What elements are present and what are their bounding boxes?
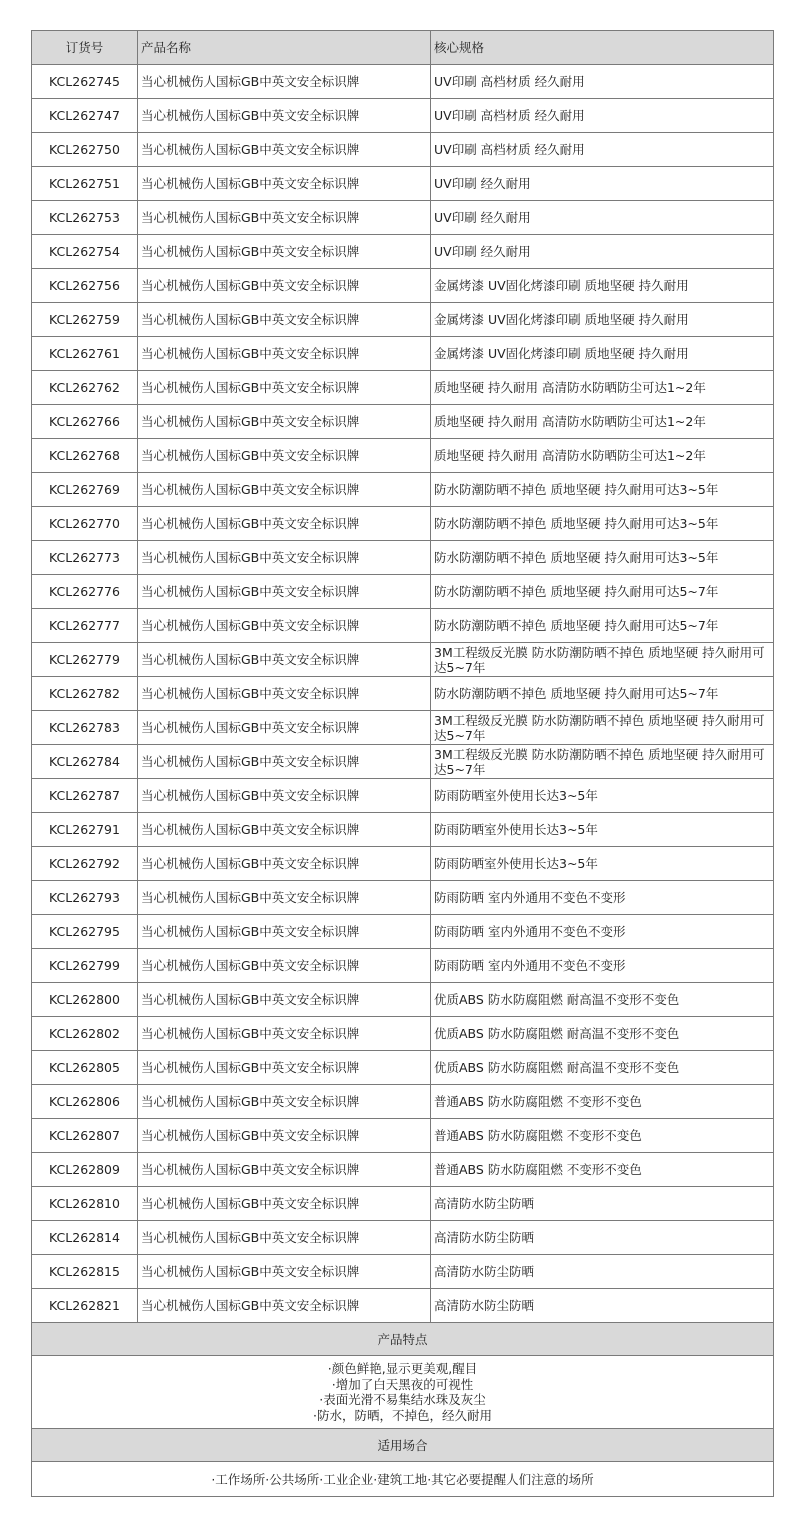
scenes-title: 适用场合	[32, 1429, 774, 1462]
spec-cell: 防水防潮防晒不掉色 质地坚硬 持久耐用可达5~7年	[431, 609, 774, 643]
table-row	[32, 1255, 774, 1289]
spec-cell: 3M工程级反光膜 防水防潮防晒不掉色 质地坚硬 持久耐用可达5~7年	[431, 711, 774, 745]
table-row	[32, 1051, 774, 1085]
header-name: 产品名称	[138, 31, 431, 65]
product-name-cell: 当心机械伤人国标GB中英文安全标识牌	[138, 1051, 431, 1085]
table-row	[32, 133, 774, 167]
table-row	[32, 813, 774, 847]
table-row	[32, 1289, 774, 1323]
spec-cell: UV印刷 经久耐用	[431, 201, 774, 235]
table-row	[32, 473, 774, 507]
table-body	[32, 65, 774, 1323]
spec-cell: 高清防水防尘防晒	[431, 1221, 774, 1255]
spec-cell: 优质ABS 防水防腐阻燃 耐高温不变形不变色	[431, 1051, 774, 1085]
table-row	[32, 609, 774, 643]
product-name-cell: 当心机械伤人国标GB中英文安全标识牌	[138, 881, 431, 915]
product-name-cell: 当心机械伤人国标GB中英文安全标识牌	[138, 1153, 431, 1187]
order-code-cell: KCL262805	[32, 1051, 138, 1085]
spec-cell: 防雨防晒室外使用长达3~5年	[431, 813, 774, 847]
product-name-cell: 当心机械伤人国标GB中英文安全标识牌	[138, 99, 431, 133]
order-code-cell: KCL262769	[32, 473, 138, 507]
product-name-cell: 当心机械伤人国标GB中英文安全标识牌	[138, 1017, 431, 1051]
header-spec: 核心规格	[431, 31, 774, 65]
product-name-cell: 当心机械伤人国标GB中英文安全标识牌	[138, 133, 431, 167]
order-code-cell: KCL262806	[32, 1085, 138, 1119]
product-name-cell: 当心机械伤人国标GB中英文安全标识牌	[138, 439, 431, 473]
feature-item: ·颜色鲜艳,显示更美观,醒目	[327, 1361, 478, 1376]
spec-cell: 金属烤漆 UV固化烤漆印刷 质地坚硬 持久耐用	[431, 303, 774, 337]
spec-cell: UV印刷 经久耐用	[431, 235, 774, 269]
spec-cell: 金属烤漆 UV固化烤漆印刷 质地坚硬 持久耐用	[431, 269, 774, 303]
table-row	[32, 881, 774, 915]
spec-cell: 质地坚硬 持久耐用 高清防水防晒防尘可达1~2年	[431, 371, 774, 405]
product-name-cell: 当心机械伤人国标GB中英文安全标识牌	[138, 541, 431, 575]
spec-cell: 普通ABS 防水防腐阻燃 不变形不变色	[431, 1119, 774, 1153]
spec-cell: 高清防水防尘防晒	[431, 1255, 774, 1289]
product-name-cell: 当心机械伤人国标GB中英文安全标识牌	[138, 1255, 431, 1289]
features-title: 产品特点	[32, 1323, 774, 1356]
header-code: 订货号	[32, 31, 138, 65]
spec-cell: 防水防潮防晒不掉色 质地坚硬 持久耐用可达3~5年	[431, 507, 774, 541]
scenes-header-row	[32, 1429, 774, 1462]
table-row	[32, 711, 774, 745]
spec-cell: UV印刷 高档材质 经久耐用	[431, 133, 774, 167]
spec-cell: UV印刷 高档材质 经久耐用	[431, 99, 774, 133]
order-code-cell: KCL262756	[32, 269, 138, 303]
product-name-cell: 当心机械伤人国标GB中英文安全标识牌	[138, 167, 431, 201]
order-code-cell: KCL262807	[32, 1119, 138, 1153]
order-code-cell: KCL262784	[32, 745, 138, 779]
product-name-cell: 当心机械伤人国标GB中英文安全标识牌	[138, 983, 431, 1017]
spec-cell: 普通ABS 防水防腐阻燃 不变形不变色	[431, 1085, 774, 1119]
product-name-cell: 当心机械伤人国标GB中英文安全标识牌	[138, 745, 431, 779]
product-name-cell: 当心机械伤人国标GB中英文安全标识牌	[138, 677, 431, 711]
scenes-text: ·工作场所·公共场所·工业企业·建筑工地·其它必要提醒人们注意的场所	[32, 1462, 774, 1497]
table-row	[32, 65, 774, 99]
table-header-row	[32, 31, 774, 65]
feature-item: ·增加了白天黑夜的可视性	[331, 1376, 474, 1392]
spec-cell: 普通ABS 防水防腐阻燃 不变形不变色	[431, 1153, 774, 1187]
table-row	[32, 1153, 774, 1187]
product-name-cell: 当心机械伤人国标GB中英文安全标识牌	[138, 643, 431, 677]
order-code-cell: KCL262768	[32, 439, 138, 473]
product-name-cell: 当心机械伤人国标GB中英文安全标识牌	[138, 371, 431, 405]
spec-cell: 3M工程级反光膜 防水防潮防晒不掉色 质地坚硬 持久耐用可达5~7年	[431, 745, 774, 779]
product-name-cell: 当心机械伤人国标GB中英文安全标识牌	[138, 1221, 431, 1255]
table-row	[32, 575, 774, 609]
feature-item: ·防水，防晒，不掉色，经久耐用	[313, 1407, 492, 1423]
table-row	[32, 677, 774, 711]
product-name-cell: 当心机械伤人国标GB中英文安全标识牌	[138, 1289, 431, 1323]
order-code-cell: KCL262754	[32, 235, 138, 269]
table-row	[32, 643, 774, 677]
table-row	[32, 337, 774, 371]
table-row	[32, 915, 774, 949]
table-row	[32, 1085, 774, 1119]
spec-cell: 防雨防晒室外使用长达3~5年	[431, 847, 774, 881]
order-code-cell: KCL262777	[32, 609, 138, 643]
order-code-cell: KCL262799	[32, 949, 138, 983]
product-name-cell: 当心机械伤人国标GB中英文安全标识牌	[138, 949, 431, 983]
order-code-cell: KCL262753	[32, 201, 138, 235]
product-name-cell: 当心机械伤人国标GB中英文安全标识牌	[138, 405, 431, 439]
scenes-row	[32, 1462, 774, 1497]
table-row	[32, 779, 774, 813]
order-code-cell: KCL262773	[32, 541, 138, 575]
order-code-cell: KCL262802	[32, 1017, 138, 1051]
table-row	[32, 1221, 774, 1255]
feature-item: ·表面光滑不易集结水珠及灰尘	[319, 1392, 486, 1407]
table-row	[32, 371, 774, 405]
spec-cell: 防雨防晒室外使用长达3~5年	[431, 779, 774, 813]
order-code-cell: KCL262815	[32, 1255, 138, 1289]
spec-cell: 防雨防晒 室内外通用不变色不变形	[431, 949, 774, 983]
spec-cell: UV印刷 高档材质 经久耐用	[431, 65, 774, 99]
product-name-cell: 当心机械伤人国标GB中英文安全标识牌	[138, 1085, 431, 1119]
order-code-cell: KCL262751	[32, 167, 138, 201]
features-row	[32, 1356, 774, 1429]
product-name-cell: 当心机械伤人国标GB中英文安全标识牌	[138, 235, 431, 269]
table-row	[32, 745, 774, 779]
product-name-cell: 当心机械伤人国标GB中英文安全标识牌	[138, 711, 431, 745]
order-code-cell: KCL262809	[32, 1153, 138, 1187]
table-row	[32, 1187, 774, 1221]
table-row	[32, 303, 774, 337]
order-code-cell: KCL262762	[32, 371, 138, 405]
product-name-cell: 当心机械伤人国标GB中英文安全标识牌	[138, 609, 431, 643]
order-code-cell: KCL262761	[32, 337, 138, 371]
table-row	[32, 405, 774, 439]
order-code-cell: KCL262821	[32, 1289, 138, 1323]
features-header-row	[32, 1323, 774, 1356]
table-row	[32, 235, 774, 269]
product-name-cell: 当心机械伤人国标GB中英文安全标识牌	[138, 65, 431, 99]
spec-cell: 防水防潮防晒不掉色 质地坚硬 持久耐用可达5~7年	[431, 677, 774, 711]
order-code-cell: KCL262776	[32, 575, 138, 609]
table-row	[32, 99, 774, 133]
product-name-cell: 当心机械伤人国标GB中英文安全标识牌	[138, 337, 431, 371]
order-code-cell: KCL262747	[32, 99, 138, 133]
table-row	[32, 167, 774, 201]
table-row	[32, 269, 774, 303]
spec-cell: 高清防水防尘防晒	[431, 1289, 774, 1323]
product-name-cell: 当心机械伤人国标GB中英文安全标识牌	[138, 507, 431, 541]
table-row	[32, 439, 774, 473]
order-code-cell: KCL262759	[32, 303, 138, 337]
order-code-cell: KCL262745	[32, 65, 138, 99]
product-name-cell: 当心机械伤人国标GB中英文安全标识牌	[138, 847, 431, 881]
spec-cell: 优质ABS 防水防腐阻燃 耐高温不变形不变色	[431, 1017, 774, 1051]
order-code-cell: KCL262792	[32, 847, 138, 881]
table-row	[32, 541, 774, 575]
product-name-cell: 当心机械伤人国标GB中英文安全标识牌	[138, 779, 431, 813]
product-name-cell: 当心机械伤人国标GB中英文安全标识牌	[138, 813, 431, 847]
spec-cell: 防水防潮防晒不掉色 质地坚硬 持久耐用可达3~5年	[431, 541, 774, 575]
product-name-cell: 当心机械伤人国标GB中英文安全标识牌	[138, 1187, 431, 1221]
spec-cell: 金属烤漆 UV固化烤漆印刷 质地坚硬 持久耐用	[431, 337, 774, 371]
order-code-cell: KCL262783	[32, 711, 138, 745]
order-code-cell: KCL262766	[32, 405, 138, 439]
spec-cell: 防雨防晒 室内外通用不变色不变形	[431, 881, 774, 915]
features-list	[32, 1356, 774, 1429]
spec-cell: 质地坚硬 持久耐用 高清防水防晒防尘可达1~2年	[431, 439, 774, 473]
table-row	[32, 201, 774, 235]
table-row	[32, 949, 774, 983]
order-code-cell: KCL262770	[32, 507, 138, 541]
spec-cell: 防雨防晒 室内外通用不变色不变形	[431, 915, 774, 949]
spec-cell: UV印刷 经久耐用	[431, 167, 774, 201]
order-code-cell: KCL262750	[32, 133, 138, 167]
spec-cell: 质地坚硬 持久耐用 高清防水防晒防尘可达1~2年	[431, 405, 774, 439]
table-row	[32, 507, 774, 541]
table-row	[32, 983, 774, 1017]
product-name-cell: 当心机械伤人国标GB中英文安全标识牌	[138, 201, 431, 235]
spec-cell: 防水防潮防晒不掉色 质地坚硬 持久耐用可达3~5年	[431, 473, 774, 507]
order-code-cell: KCL262782	[32, 677, 138, 711]
spec-cell: 高清防水防尘防晒	[431, 1187, 774, 1221]
order-code-cell: KCL262795	[32, 915, 138, 949]
order-code-cell: KCL262810	[32, 1187, 138, 1221]
table-row	[32, 1017, 774, 1051]
order-code-cell: KCL262787	[32, 779, 138, 813]
order-code-cell: KCL262814	[32, 1221, 138, 1255]
product-name-cell: 当心机械伤人国标GB中英文安全标识牌	[138, 473, 431, 507]
product-spec-table	[31, 30, 774, 1497]
product-name-cell: 当心机械伤人国标GB中英文安全标识牌	[138, 1119, 431, 1153]
table-row	[32, 847, 774, 881]
order-code-cell: KCL262791	[32, 813, 138, 847]
spec-cell: 优质ABS 防水防腐阻燃 耐高温不变形不变色	[431, 983, 774, 1017]
table-row	[32, 1119, 774, 1153]
product-name-cell: 当心机械伤人国标GB中英文安全标识牌	[138, 915, 431, 949]
order-code-cell: KCL262800	[32, 983, 138, 1017]
order-code-cell: KCL262793	[32, 881, 138, 915]
order-code-cell: KCL262779	[32, 643, 138, 677]
product-name-cell: 当心机械伤人国标GB中英文安全标识牌	[138, 575, 431, 609]
spec-cell: 3M工程级反光膜 防水防潮防晒不掉色 质地坚硬 持久耐用可达5~7年	[431, 643, 774, 677]
product-name-cell: 当心机械伤人国标GB中英文安全标识牌	[138, 269, 431, 303]
product-name-cell: 当心机械伤人国标GB中英文安全标识牌	[138, 303, 431, 337]
spec-cell: 防水防潮防晒不掉色 质地坚硬 持久耐用可达5~7年	[431, 575, 774, 609]
